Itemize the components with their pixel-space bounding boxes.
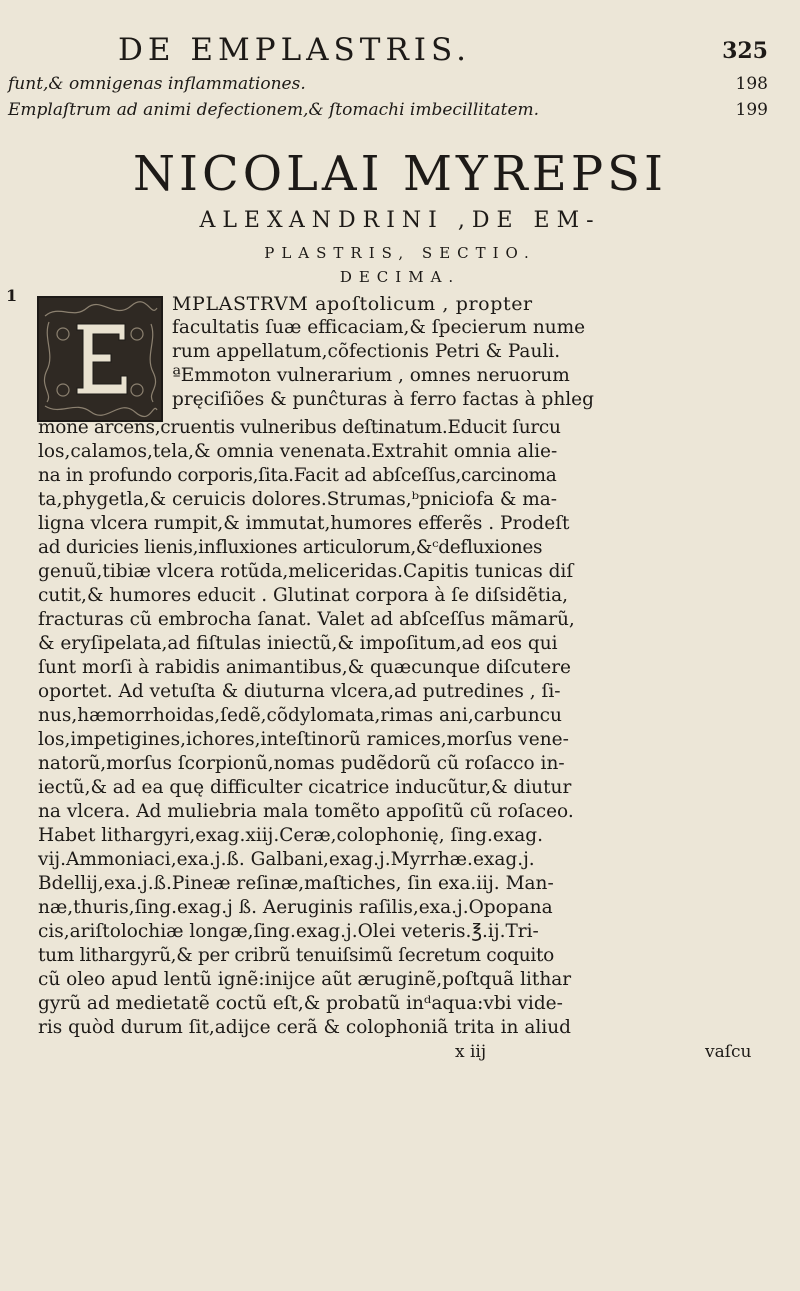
toc-entry-text: Emplaſtrum ad animi defectionem,& ſtomachi imbecillitatem. <box>8 100 540 120</box>
ornament-initial-icon <box>39 298 161 420</box>
text-line: los,calamos,tela,& omnia venenata.Extrahit omnia alie- <box>38 441 558 462</box>
text-line: vij.Ammoniaci,exa.j.ß. Galbani,exag.j.Myrrhæ.exag.j. <box>38 849 535 870</box>
text-line: na in profundo corporis,ſita.Facit ad abſceſſus,carcinoma <box>38 465 557 486</box>
signature-mark: x iij <box>455 1042 487 1062</box>
text-line: iectũ,& ad ea quę difficulter cicatrice inducũtur,& diutur <box>38 777 572 798</box>
text-line: MPLASTRVM apoſtolicum , propter <box>172 293 533 315</box>
section-number: 1 <box>6 286 18 305</box>
text-line: gyrũ ad medietatẽ coctũ eſt,& probatũ inᵈaqua:vbi vide- <box>38 993 563 1014</box>
text-line: Bdellij,exa.j.ß.Pineæ reſinæ,maſtiches, ſin exa.iij. Man- <box>38 873 554 894</box>
text-line: ſunt morſi à rabidis animantibus,& quæcunque diſcutere <box>38 657 571 678</box>
text-line: ªEmmoton vulnerarium , omnes neruorum <box>172 365 570 386</box>
toc-entry <box>8 100 768 120</box>
heading-line-2: ALEXANDRINI ,DE EM- <box>199 208 601 233</box>
text-line: mone arcens,cruentis vulneribus deſtinatum.Educit ſurcu <box>38 417 561 438</box>
toc-entry-text: funt,& omnigenas inflammationes. <box>8 74 306 94</box>
heading-author: NICOLAI MYREPSI <box>133 146 667 202</box>
heading-line-4: DECIMA. <box>339 268 461 286</box>
toc-entry-number: 198 <box>735 74 768 94</box>
text-line: natorũ,morſus ſcorpionũ,nomas pudẽdorũ cũ roſacco in- <box>38 753 565 774</box>
text-line: los,impetigines,ichores,inteſtinorũ ramices,morſus vene- <box>38 729 569 750</box>
text-line: cũ oleo apud lentũ ignẽ:inijce aũt æruginẽ,poſtquã lithar <box>38 969 572 990</box>
decorated-initial-e <box>37 296 163 422</box>
text-line: nus,hæmorrhoidas,ſedẽ,cõdylomata,rimas ani,carbuncu <box>38 705 562 726</box>
text-line: facultatis ſuæ efficaciam,& ſpecierum nume <box>172 317 586 338</box>
heading-line-3: PLASTRIS, SECTIO. <box>264 244 536 262</box>
text-line: næ,thuris,ſing.exag.j ß. Aeruginis raſilis,exa.j.Opopana <box>38 897 553 918</box>
folio-number: 325 <box>722 38 768 64</box>
text-line: ligna vlcera rumpit,& immutat,humores efferẽs . Prodeſt <box>38 513 570 534</box>
running-header <box>118 32 768 68</box>
text-line: cis,ariſtolochiæ longæ,ſing.exag.j.Olei veteris.℥.ij.Tri- <box>38 921 539 942</box>
running-title: DE EMPLASTRIS. <box>118 32 472 68</box>
text-line: oportet. Ad vetuſta & diuturna vlcera,ad putredines , ſi- <box>38 681 561 702</box>
text-line: fracturas cũ embrocha ſanat. Valet ad abſceſſus mãmarũ, <box>38 609 575 630</box>
text-line: ris quòd durum ſit,adijce cerã & colophoniã trita in aliud <box>38 1017 571 1038</box>
text-line: rum appellatum,cõfectionis Petri & Pauli. <box>172 341 561 362</box>
text-line: cutit,& humores educit . Glutinat corpora à ſe diſsidẽtia, <box>38 585 568 606</box>
text-line: & eryſipelata,ad fiſtulas iniectũ,& impoſitum,ad eos qui <box>38 633 558 654</box>
catchword: vaſcu <box>705 1042 752 1062</box>
toc-entry <box>8 74 768 94</box>
text-line: tum lithargyrũ,& per cribrũ tenuiſsimũ ſecretum coquito <box>38 945 554 966</box>
text-line: ad duricies lienis,influxiones articulorum,&ᶜdefluxiones <box>38 537 543 558</box>
text-line: Habet lithargyri,exag.xiij.Ceræ,colophonię, ſing.exag. <box>38 825 544 846</box>
text-line: ta,phygetla,& ceruicis dolores.Strumas,ᵇpniciofa & ma- <box>38 489 558 510</box>
toc-entry-number: 199 <box>735 100 768 120</box>
text-line: genuũ,tibiæ vlcera rotũda,meliceridas.Capitis tunicas diſ <box>38 561 574 582</box>
text-line: na vlcera. Ad muliebria mala tomẽto appoſitũ cũ roſaceo. <box>38 801 574 822</box>
text-line: pręciſiões & punĉturas à ferro factas à phleg <box>172 389 594 410</box>
